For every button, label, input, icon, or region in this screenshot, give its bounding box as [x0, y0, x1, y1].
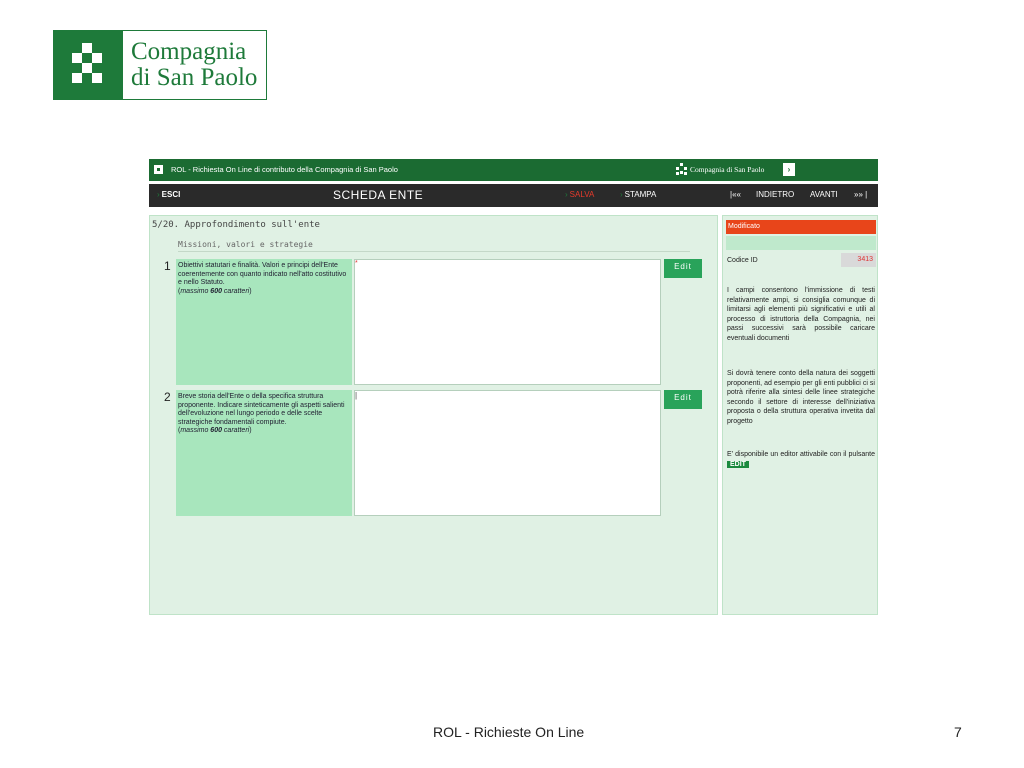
question-text: Obiettivi statutari e finalità. Valori e principi dell'Ente coerentemente con quanto indicato nell'atto costitutivo e nello Statuto.	[178, 262, 347, 286]
next-button[interactable]: AVANTI	[810, 190, 838, 199]
esci-label: ESCI	[161, 190, 181, 199]
stampa-label: STAMPA	[624, 190, 657, 199]
question-number: 1	[164, 259, 171, 273]
arrow-icon: ›	[565, 190, 568, 199]
code-id-label: Codice ID	[727, 257, 758, 264]
help-text-1: I campi consentono l'immissione di testi relativamente ampi, si consiglia comunque di limitarsi agli elementi più significativi e utili al processo di istruttoria della Compagnia, nei passi successivi sarà possibile caricare eventuali documenti	[727, 287, 875, 342]
limit-unit: caratteri	[221, 287, 250, 295]
question-label	[176, 390, 352, 516]
question-1-edit-button[interactable]: Edit	[664, 259, 702, 278]
question-1-textarea[interactable]	[354, 259, 661, 385]
brand-nav-button[interactable]: ›	[783, 163, 795, 176]
logo-checker-icon	[54, 31, 123, 99]
question-number: 2	[164, 390, 171, 404]
info-sidebar	[722, 215, 878, 615]
limit-num: 600	[210, 427, 222, 434]
arrow-icon: ›	[620, 190, 623, 199]
salva-button[interactable]	[565, 190, 594, 199]
window-title: ROL - Richiesta On Line di contributo della Compagnia di San Paolo	[171, 165, 398, 174]
salva-label: SALVA	[569, 190, 595, 199]
limit-close: )	[249, 427, 252, 434]
rol-app-window	[149, 159, 878, 616]
required-marker-icon: *	[355, 260, 358, 267]
slide-footer: ROL - Richieste On Line	[433, 724, 585, 740]
limit-word: massimo	[180, 427, 211, 434]
window-icon	[154, 165, 163, 174]
help-text-3-body: E' disponibile un editor attivabile con il pulsante	[727, 451, 875, 458]
code-id-value: 3413	[841, 253, 876, 267]
help-text-2: Si dovrà tenere conto della natura dei soggetti proponenti, ad esempio per gli enti pubblici ci si potrà riferire alla sintesi delle linee strategiche secondo il settore di interesse dell'iniziativa proposta o della struttura operativa invetita dal progetto	[727, 370, 875, 425]
question-text: Breve storia dell'Ente o della specifica struttura proponente. Indicare sinteticamente gli aspetti salienti dell'evoluzione nel lungo periodo e delle scelte strategiche fondamentali compiute.	[178, 393, 345, 426]
question-2-edit-button[interactable]: Edit	[664, 390, 702, 409]
divider	[178, 251, 690, 252]
logo-line2: di San Paolo	[131, 64, 258, 91]
esci-button[interactable]	[157, 190, 180, 199]
text-cursor-icon: |	[355, 391, 358, 400]
back-button[interactable]: INDIETRO	[756, 190, 795, 199]
edit-tag: EDIT	[727, 461, 749, 468]
page-title: SCHEDA ENTE	[333, 188, 424, 202]
status-badge: Modificato	[726, 220, 876, 234]
main-panel	[149, 215, 718, 615]
section-subheading: Missioni, valori e strategie	[178, 240, 313, 249]
question-label	[176, 259, 352, 385]
help-text-3	[727, 450, 875, 469]
limit-close: )	[249, 287, 252, 295]
first-page-button[interactable]: |««	[730, 190, 741, 199]
last-page-button[interactable]: »» |	[854, 190, 868, 199]
slide-page-number: 7	[954, 724, 962, 740]
window-titlebar	[149, 159, 878, 181]
question-2-textarea[interactable]	[354, 390, 661, 516]
logo-text	[131, 39, 257, 91]
toolbar	[149, 184, 878, 207]
arrow-icon: ›	[157, 190, 160, 199]
status-band	[726, 236, 876, 250]
logo-line1: Compagnia	[131, 38, 247, 65]
section-heading: 5/20. Approfondimento sull'ente	[152, 220, 320, 230]
stampa-button[interactable]	[620, 190, 656, 199]
limit-word: massimo	[180, 287, 211, 295]
window-brand: Compagnia di San Paolo	[690, 165, 765, 174]
company-logo	[53, 30, 267, 100]
brand-checker-icon	[676, 163, 687, 175]
limit-open: (	[178, 427, 181, 434]
limit-unit: caratteri	[221, 427, 250, 434]
limit-open: (	[178, 287, 181, 295]
limit-num: 600	[210, 287, 222, 295]
